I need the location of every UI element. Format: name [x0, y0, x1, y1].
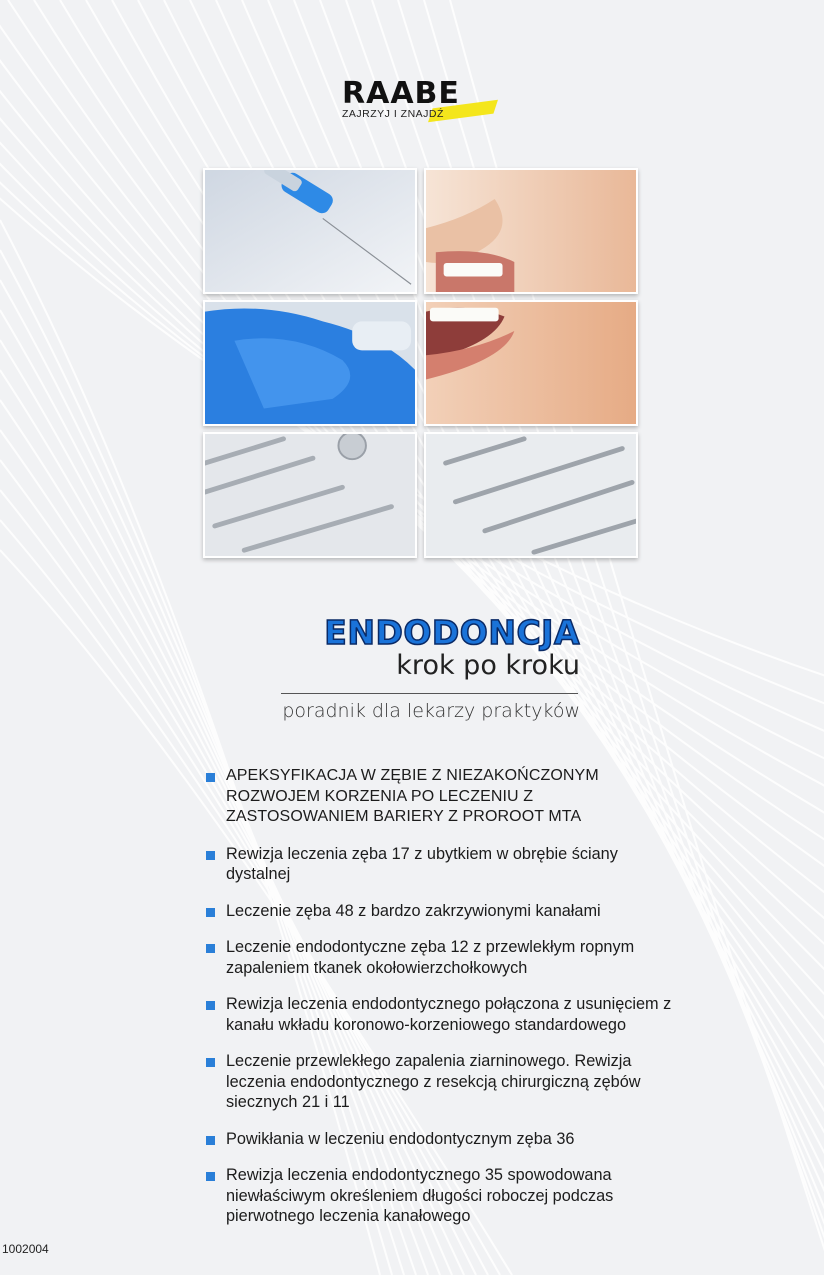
topic-list: [206, 766, 676, 1227]
topic-text: Rewizja leczenia zęba 17 z ubytkiem w obrębie ściany dystalnej: [226, 844, 618, 883]
topic-text: Rewizja leczenia endodontycznego 35 spowodowana niewłaściwym określeniem długości roboczej podczas pierwotnego leczenia kanałowego: [226, 1166, 614, 1225]
list-item: [206, 844, 676, 885]
topic-text: Leczenie przewlekłego zapalenia ziarninowego. Rewizja leczenia endodontycznego z resekcją chirurgiczną zębów siecznych 21 i 11: [226, 1052, 641, 1111]
logo-tagline: ZAJRZYJ I ZNAJDŹ: [342, 108, 444, 120]
bullet-icon: [206, 1136, 215, 1145]
topic-text: Powikłania w leczeniu endodontycznym zęba 36: [226, 1129, 575, 1148]
list-item: [206, 994, 676, 1035]
book-title: ENDODONCJA: [324, 613, 580, 652]
book-tagline: poradnik dla lekarzy praktyków: [282, 700, 580, 722]
topic-text: Rewizja leczenia endodontycznego połączona z usunięciem z kanału wkładu koronowo-korzeniowego standardowego: [226, 995, 672, 1034]
topic-text: APEKSYFIKACJA W ZĘBIE Z NIEZAKOŃCZONYM ROZWOJEM KORZENIA PO LECZENIU Z ZASTOSOWANIEM BARIERY Z PROROOT MTA: [226, 767, 599, 825]
syringe-photo: [203, 168, 417, 294]
blue-glove-photo: [203, 300, 417, 426]
book-subtitle: krok po kroku: [396, 650, 580, 681]
bullet-icon: [206, 944, 215, 953]
list-item: [206, 766, 676, 828]
bullet-icon: [206, 1001, 215, 1010]
bullet-icon: [206, 773, 215, 782]
topic-text: Leczenie endodontyczne zęba 12 z przewlekłym ropnym zapaleniem tkanek okołowierzchołkowych: [226, 938, 635, 977]
bullet-icon: [206, 1172, 215, 1181]
dental-instruments-right-photo: [424, 432, 638, 558]
list-item: [206, 1129, 676, 1150]
list-item: [206, 901, 676, 922]
product-code: 1002004: [2, 1242, 49, 1256]
title-divider: [281, 693, 578, 694]
bullet-icon: [206, 908, 215, 917]
dental-instruments-left-photo: [203, 432, 417, 558]
list-item: [206, 1165, 676, 1227]
publisher-logo: [340, 76, 500, 126]
topic-text: Leczenie zęba 48 z bardzo zakrzywionymi kanałami: [226, 901, 601, 920]
bullet-icon: [206, 1058, 215, 1067]
bullet-icon: [206, 851, 215, 860]
mouth-lower-photo: [424, 300, 638, 426]
logo-wordmark: RAABE: [342, 76, 460, 111]
list-item: [206, 1051, 676, 1113]
mouth-upper-photo: [424, 168, 638, 294]
list-item: [206, 937, 676, 978]
